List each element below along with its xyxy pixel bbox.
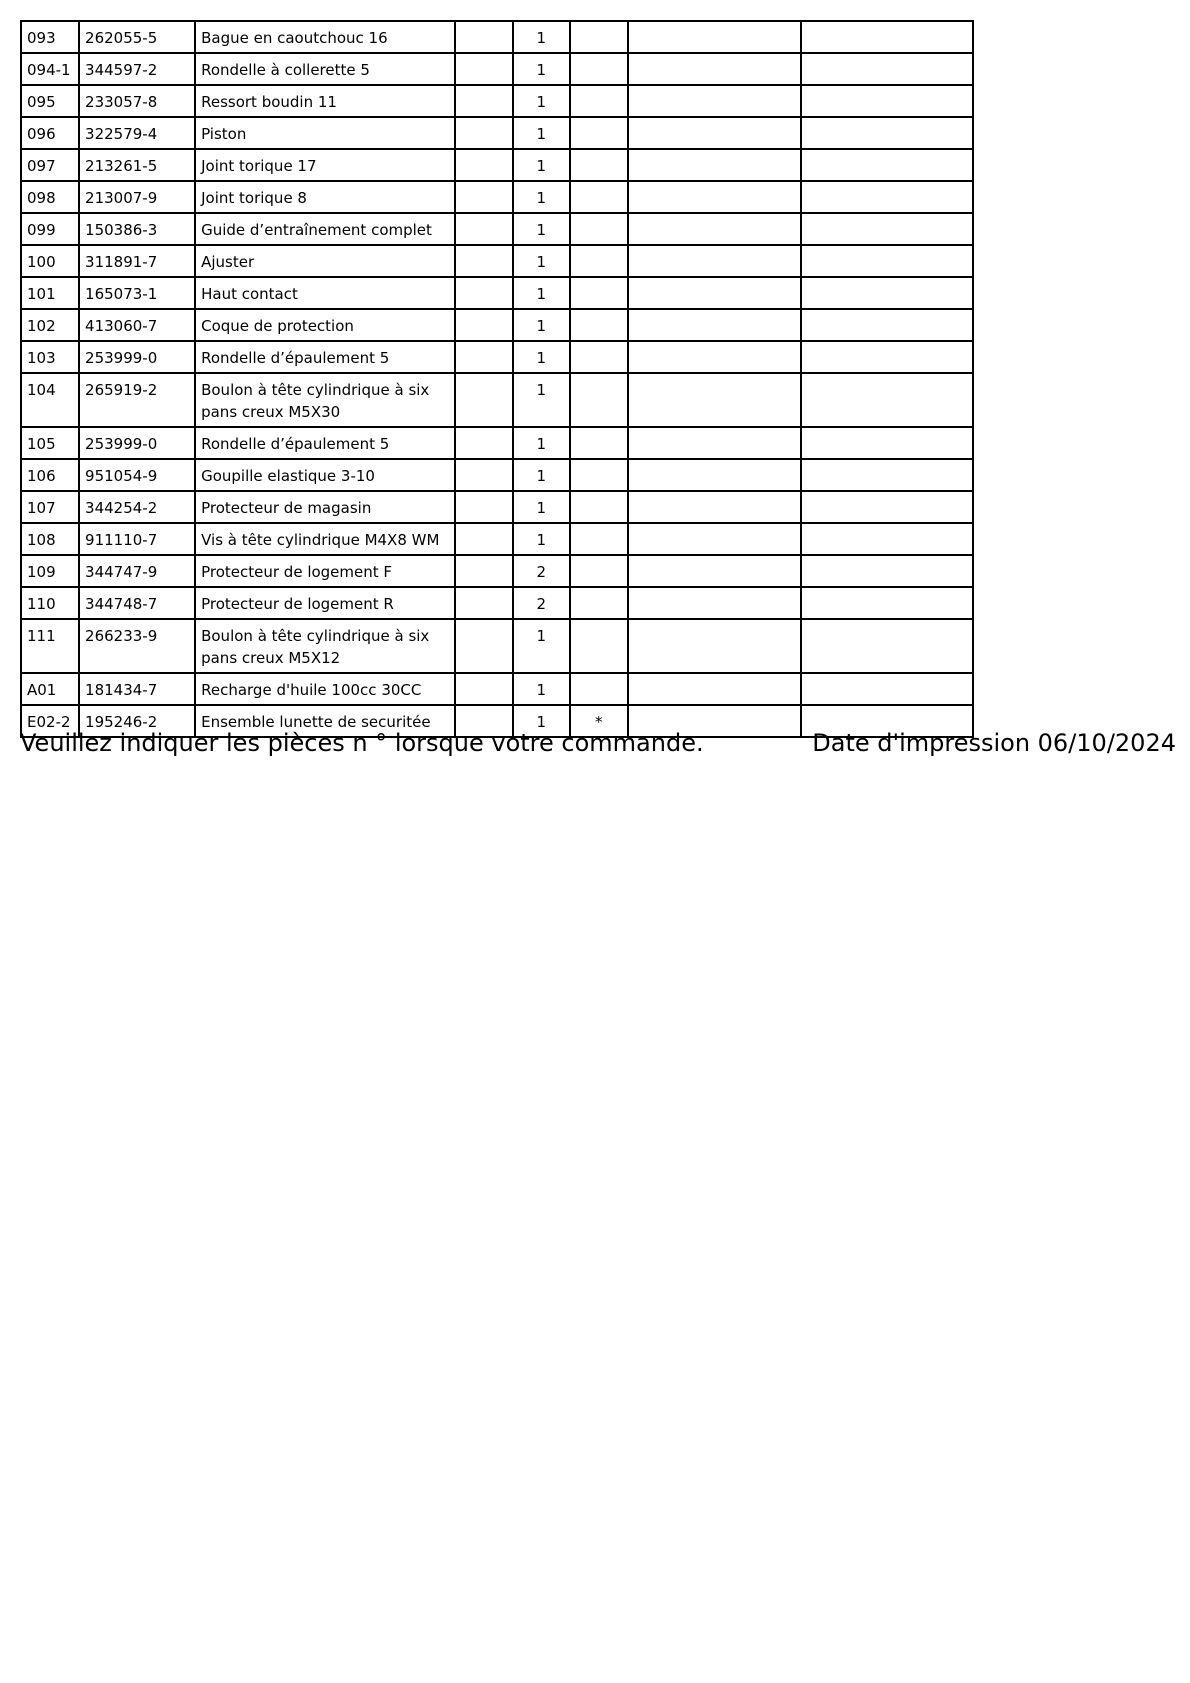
mark-cell (570, 213, 628, 245)
mark-cell (570, 277, 628, 309)
part-number-cell: 110 (21, 587, 79, 619)
empty-cell (801, 21, 973, 53)
part-number-cell: 100 (21, 245, 79, 277)
reference-cell: 213007-9 (79, 181, 195, 213)
mark-cell (570, 341, 628, 373)
quantity-cell: 1 (513, 341, 570, 373)
print-date: Date d'impression 06/10/2024 (812, 729, 1176, 757)
empty-cell (801, 245, 973, 277)
table-row (21, 181, 973, 213)
mark-cell (570, 373, 628, 427)
description-cell: Coque de protection (195, 309, 455, 341)
empty-cell (628, 245, 801, 277)
reference-cell: 344254-2 (79, 491, 195, 523)
mark-cell (570, 459, 628, 491)
reference-cell: 213261-5 (79, 149, 195, 181)
empty-cell (801, 555, 973, 587)
mark-cell (570, 555, 628, 587)
table-row (21, 555, 973, 587)
quantity-cell: 1 (513, 705, 570, 737)
description-cell: Ressort boudin 11 (195, 85, 455, 117)
empty-cell (801, 373, 973, 427)
mark-cell (570, 309, 628, 341)
quantity-cell: 1 (513, 427, 570, 459)
quantity-cell: 1 (513, 245, 570, 277)
table-row (21, 673, 973, 705)
empty-cell (455, 277, 513, 309)
quantity-cell: 2 (513, 587, 570, 619)
table-row (21, 117, 973, 149)
table-row (21, 245, 973, 277)
part-number-cell: 103 (21, 341, 79, 373)
empty-cell (628, 149, 801, 181)
table-row (21, 149, 973, 181)
table-row (21, 459, 973, 491)
table-row (21, 53, 973, 85)
empty-cell (455, 491, 513, 523)
empty-cell (455, 341, 513, 373)
reference-cell: 344597-2 (79, 53, 195, 85)
reference-cell: 911110-7 (79, 523, 195, 555)
mark-cell (570, 673, 628, 705)
reference-cell: 266233-9 (79, 619, 195, 673)
table-row (21, 277, 973, 309)
part-number-cell: 098 (21, 181, 79, 213)
reference-cell: 322579-4 (79, 117, 195, 149)
empty-cell (628, 673, 801, 705)
description-cell: Boulon à tête cylindrique à six pans creux M5X30 (195, 373, 455, 427)
quantity-cell: 1 (513, 309, 570, 341)
part-number-cell: A01 (21, 673, 79, 705)
empty-cell (455, 181, 513, 213)
empty-cell (801, 491, 973, 523)
reference-cell: 951054-9 (79, 459, 195, 491)
empty-cell (801, 427, 973, 459)
empty-cell (455, 373, 513, 427)
empty-cell (455, 523, 513, 555)
mark-cell (570, 117, 628, 149)
table-row (21, 309, 973, 341)
empty-cell (455, 21, 513, 53)
part-number-cell: 093 (21, 21, 79, 53)
description-cell: Bague en caoutchouc 16 (195, 21, 455, 53)
reference-cell: 344748-7 (79, 587, 195, 619)
empty-cell (455, 555, 513, 587)
empty-cell (628, 587, 801, 619)
mark-cell (570, 619, 628, 673)
mark-cell (570, 523, 628, 555)
empty-cell (628, 427, 801, 459)
mark-cell (570, 491, 628, 523)
quantity-cell: 2 (513, 555, 570, 587)
empty-cell (801, 181, 973, 213)
part-number-cell: 101 (21, 277, 79, 309)
quantity-cell: 1 (513, 213, 570, 245)
quantity-cell: 1 (513, 117, 570, 149)
reference-cell: 150386-3 (79, 213, 195, 245)
empty-cell (628, 117, 801, 149)
empty-cell (801, 459, 973, 491)
mark-cell (570, 587, 628, 619)
empty-cell (801, 341, 973, 373)
empty-cell (801, 673, 973, 705)
quantity-cell: 1 (513, 277, 570, 309)
description-cell: Guide d’entraînement complet (195, 213, 455, 245)
empty-cell (628, 373, 801, 427)
empty-cell (455, 213, 513, 245)
part-number-cell: 105 (21, 427, 79, 459)
mark-cell (570, 149, 628, 181)
empty-cell (628, 181, 801, 213)
table-row (21, 213, 973, 245)
quantity-cell: 1 (513, 149, 570, 181)
part-number-cell: 094-1 (21, 53, 79, 85)
reference-cell: 344747-9 (79, 555, 195, 587)
empty-cell (455, 309, 513, 341)
part-number-cell: 096 (21, 117, 79, 149)
description-cell: Piston (195, 117, 455, 149)
empty-cell (801, 277, 973, 309)
empty-cell (455, 85, 513, 117)
quantity-cell: 1 (513, 619, 570, 673)
table-row (21, 373, 973, 427)
part-number-cell: 108 (21, 523, 79, 555)
reference-cell: 165073-1 (79, 277, 195, 309)
mark-cell (570, 21, 628, 53)
empty-cell (801, 85, 973, 117)
empty-cell (455, 149, 513, 181)
table-row (21, 427, 973, 459)
empty-cell (628, 277, 801, 309)
quantity-cell: 1 (513, 523, 570, 555)
part-number-cell: 097 (21, 149, 79, 181)
empty-cell (628, 53, 801, 85)
empty-cell (455, 619, 513, 673)
empty-cell (801, 213, 973, 245)
mark-cell (570, 245, 628, 277)
empty-cell (455, 427, 513, 459)
description-cell: Ajuster (195, 245, 455, 277)
reference-cell: 265919-2 (79, 373, 195, 427)
empty-cell (628, 491, 801, 523)
part-number-cell: 111 (21, 619, 79, 673)
table-row (21, 523, 973, 555)
empty-cell (628, 459, 801, 491)
empty-cell (628, 309, 801, 341)
empty-cell (628, 21, 801, 53)
description-cell: Rondelle d’épaulement 5 (195, 427, 455, 459)
part-number-cell: 107 (21, 491, 79, 523)
empty-cell (628, 523, 801, 555)
description-cell: Joint torique 8 (195, 181, 455, 213)
empty-cell (628, 619, 801, 673)
empty-cell (801, 523, 973, 555)
reference-cell: 253999-0 (79, 427, 195, 459)
reference-cell: 413060-7 (79, 309, 195, 341)
quantity-cell: 1 (513, 491, 570, 523)
empty-cell (628, 213, 801, 245)
empty-cell (801, 117, 973, 149)
empty-cell (455, 245, 513, 277)
part-number-cell: 099 (21, 213, 79, 245)
part-number-cell: 106 (21, 459, 79, 491)
empty-cell (455, 459, 513, 491)
description-cell: Rondelle à collerette 5 (195, 53, 455, 85)
quantity-cell: 1 (513, 459, 570, 491)
empty-cell (455, 117, 513, 149)
mark-cell (570, 53, 628, 85)
empty-cell (628, 341, 801, 373)
empty-cell (801, 619, 973, 673)
reference-cell: 262055-5 (79, 21, 195, 53)
empty-cell (455, 587, 513, 619)
description-cell: Ensemble lunette de securitée (195, 705, 455, 737)
description-cell: Protecteur de logement F (195, 555, 455, 587)
mark-cell (570, 85, 628, 117)
quantity-cell: 1 (513, 21, 570, 53)
empty-cell (801, 53, 973, 85)
description-cell: Boulon à tête cylindrique à six pans creux M5X12 (195, 619, 455, 673)
mark-cell (570, 427, 628, 459)
quantity-cell: 1 (513, 53, 570, 85)
quantity-cell: 1 (513, 181, 570, 213)
reference-cell: 311891-7 (79, 245, 195, 277)
quantity-cell: 1 (513, 85, 570, 117)
reference-cell: 253999-0 (79, 341, 195, 373)
table-row (21, 85, 973, 117)
quantity-cell: 1 (513, 373, 570, 427)
description-cell: Vis à tête cylindrique M4X8 WM (195, 523, 455, 555)
parts-table (20, 20, 974, 738)
part-number-cell: 104 (21, 373, 79, 427)
table-row (21, 619, 973, 673)
table-row (21, 491, 973, 523)
part-number-cell: 095 (21, 85, 79, 117)
reference-cell: 233057-8 (79, 85, 195, 117)
table-row (21, 21, 973, 53)
description-cell: Rondelle d’épaulement 5 (195, 341, 455, 373)
empty-cell (801, 587, 973, 619)
description-cell: Protecteur de magasin (195, 491, 455, 523)
order-note: Veuillez indiquer les pièces n ° lorsque votre commande. (20, 729, 704, 757)
quantity-cell: 1 (513, 673, 570, 705)
part-number-cell: 102 (21, 309, 79, 341)
reference-cell: 181434-7 (79, 673, 195, 705)
mark-cell: * (570, 705, 628, 737)
empty-cell (455, 53, 513, 85)
description-cell: Goupille elastique 3-10 (195, 459, 455, 491)
empty-cell (801, 309, 973, 341)
table-row (21, 587, 973, 619)
part-number-cell: 109 (21, 555, 79, 587)
reference-cell: 195246-2 (79, 705, 195, 737)
empty-cell (455, 673, 513, 705)
description-cell: Protecteur de logement R (195, 587, 455, 619)
description-cell: Joint torique 17 (195, 149, 455, 181)
description-cell: Recharge d'huile 100cc 30CC (195, 673, 455, 705)
mark-cell (570, 181, 628, 213)
empty-cell (628, 85, 801, 117)
empty-cell (801, 149, 973, 181)
empty-cell (628, 555, 801, 587)
table-row (21, 341, 973, 373)
description-cell: Haut contact (195, 277, 455, 309)
part-number-cell: E02-2 (21, 705, 79, 737)
